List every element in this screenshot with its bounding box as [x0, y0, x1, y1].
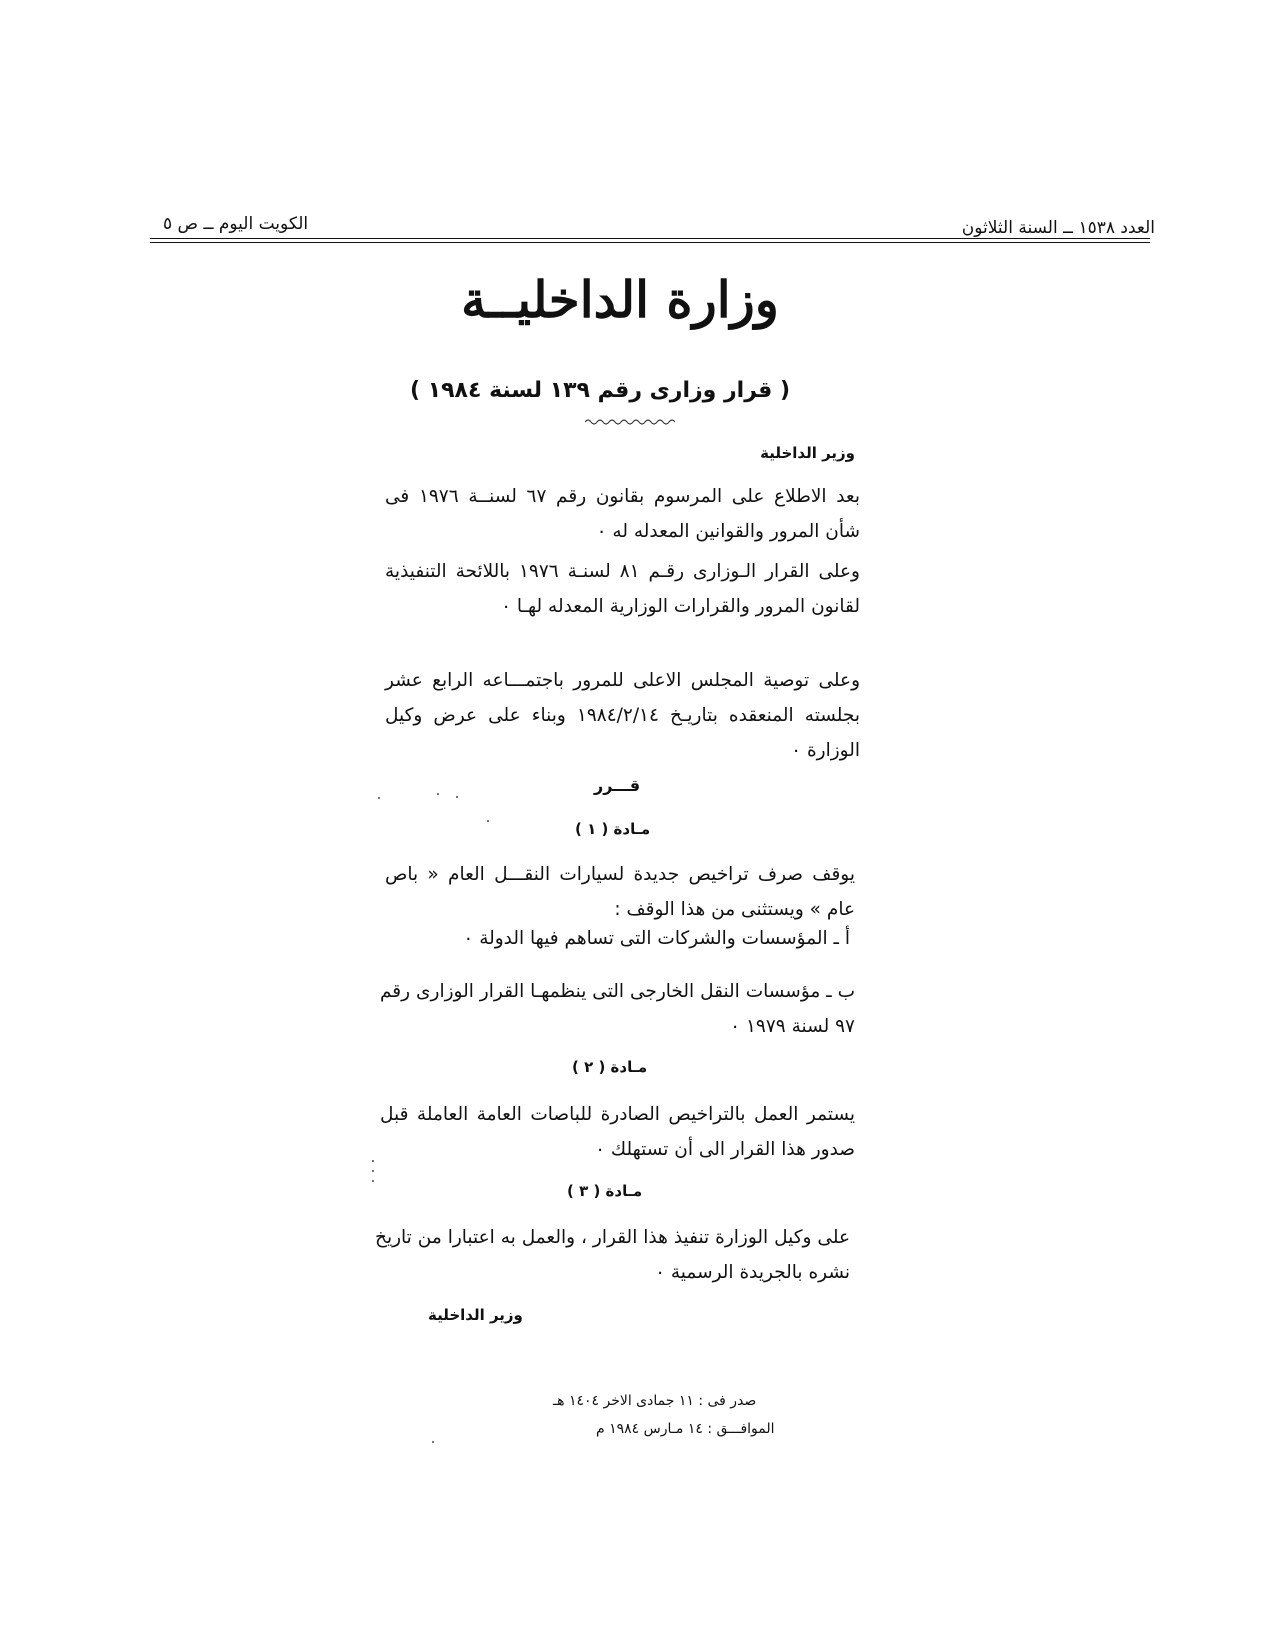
signature-minister: وزير الداخلية — [428, 1306, 523, 1324]
preamble-paragraph-3: وعلى توصية المجلس الاعلى للمرور باجتمـــاعه الرابع عشر بجلسته المنعقده بتاريـخ ١٩٨٤/٢/١٤ وبناء على عرض وكيل الوزارة ٠ — [385, 670, 860, 761]
article-3-heading: مـادة ( ٣ ) — [567, 1182, 643, 1200]
issued-gregorian-date: الموافـــق : ١٤ مـارس ١٩٨٤ م — [596, 1421, 775, 1437]
scan-speck — [487, 820, 489, 822]
article-1-item-a: أ ـ المؤسسات والشركات التى تساهم فيها الدولة ٠ — [463, 928, 850, 949]
ministry-title: وزارة الداخليــة — [461, 270, 779, 329]
preamble-paragraph-1: بعد الاطلاع على المرسوم بقانون رقم ٦٧ لسنــة ١٩٧٦ فى شأن المرور والقوانين المعدله له ٠ — [385, 486, 860, 542]
title-underline-ornament — [585, 418, 675, 426]
article-3-text: على وكيل الوزارة تنفيذ هذا القرار ، والعمل به اعتبارا من تاريخ نشره بالجريدة الرسمية ٠ — [375, 1227, 850, 1283]
issued-hijri-date: صدر فى : ١١ جمادى الاخر ١٤٠٤ هـ — [553, 1393, 757, 1409]
article-2-text: يستمر العمل بالتراخيص الصادرة للباصات العامة العاملة قبل صدور هذا القرار الى أن تستهلك ٠ — [380, 1104, 855, 1160]
scan-speck — [372, 1170, 374, 1172]
decision-title: ( قرار وزارى رقم ١٣٩ لسنة ١٩٨٤ ) — [409, 378, 791, 403]
scan-speck — [378, 797, 380, 799]
issue-info: العدد ١٥٣٨ ــ السنة الثلاثون — [961, 218, 1155, 238]
scan-speck — [437, 793, 439, 795]
article-1-text: يوقف صرف تراخيص جديدة لسيارات النقـــل العام « باص عام » ويستثنى من هذا الوقف : — [385, 864, 855, 920]
header-rule-top — [150, 238, 1150, 239]
scan-speck — [432, 1441, 434, 1443]
header-rule-bottom — [150, 242, 1150, 243]
article-2-heading: مـادة ( ٢ ) — [572, 1058, 648, 1076]
minister-heading: وزير الداخلية — [760, 444, 855, 462]
scan-speck — [372, 1160, 374, 1162]
scan-speck — [456, 796, 458, 798]
article-1-heading: مـادة ( ١ ) — [575, 820, 651, 838]
scan-speck — [372, 1180, 374, 1182]
preamble-paragraph-2: وعلى القرار الـوزارى رقـم ٨١ لسنـة ١٩٧٦ باللائحة التنفيذية لقانون المرور والقرارات الوزارية المعدله لهـا ٠ — [385, 561, 860, 617]
article-1-item-b: ب ـ مؤسسات النقل الخارجى التى ينظمهـا القرار الوزارى رقم ٩٧ لسنة ١٩٧٩ ٠ — [380, 981, 855, 1037]
newspaper-page-label: الكويت اليوم ــ ص ٥ — [163, 214, 309, 234]
decides-heading: قـــرر — [594, 776, 641, 795]
